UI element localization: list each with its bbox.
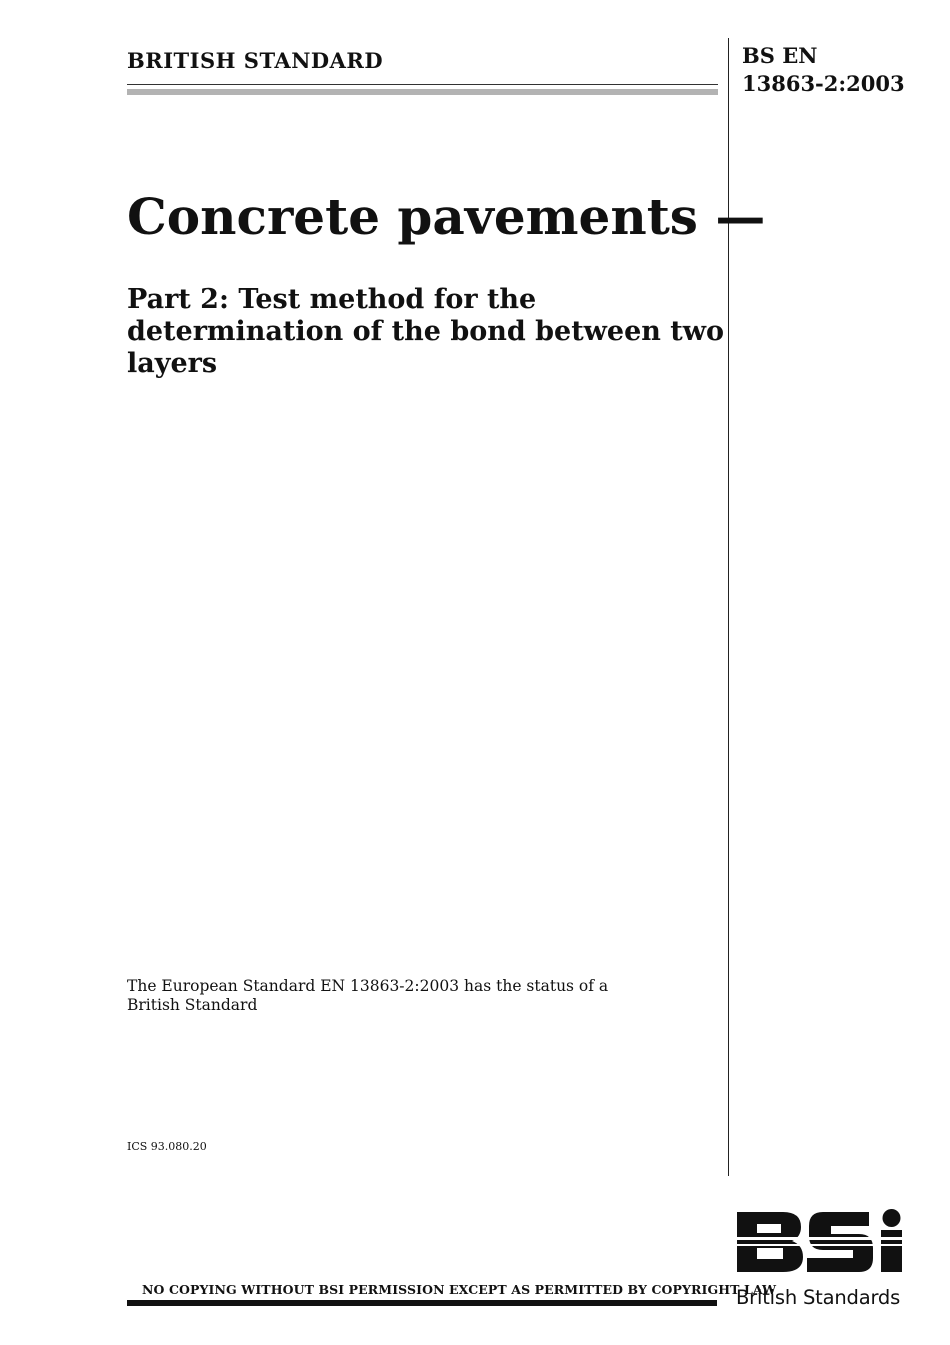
bsi-logo-tagline: British Standards	[736, 1286, 901, 1309]
bsi-logo-letter-b	[737, 1212, 803, 1272]
bsi-logo-letter-i	[881, 1209, 902, 1272]
standard-type-label: BRITISH STANDARD	[127, 48, 384, 73]
document-number-line-1: BS EN	[742, 43, 818, 68]
ics-code: ICS 93.080.20	[127, 1140, 207, 1153]
document-subtitle: Part 2: Test method for the determination of the bond between two layers	[127, 284, 725, 379]
header-thin-rule	[127, 84, 718, 85]
bsi-logo-letter-s	[807, 1212, 873, 1272]
document-title: Concrete pavements —	[127, 187, 766, 246]
copyright-notice: NO COPYING WITHOUT BSI PERMISSION EXCEPT AS PERMITTED BY COPYRIGHT LAW	[142, 1282, 777, 1297]
bsi-logo	[735, 1208, 907, 1276]
document-number-line-2: 13863-2:2003	[742, 71, 905, 96]
header-thick-rule	[127, 89, 718, 95]
document-number	[742, 42, 905, 98]
footer-rule	[127, 1300, 717, 1306]
status-statement: The European Standard EN 13863-2:2003 has the status of a British Standard	[127, 977, 609, 1014]
